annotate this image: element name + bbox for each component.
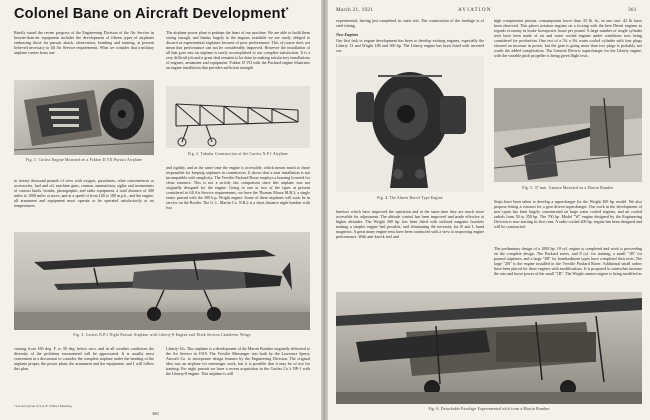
running-title: AVIATION [458,7,492,13]
right-col1-para2: Our first task in engine development has been to develop existing engines, especially the Liberty 12 and Wright 180 and 300 hp. The Liberty engine has been fitted with inverted car- [336,38,484,54]
right-col1-para1: experimental, having just completed its static test. The construction of the fuselage is of steel tubing. [336,18,484,29]
left-page [0,0,322,420]
right-col2-para1: high compression pistons, consumptions lower than .55 lb. hr., in one case .42 lb. have been observed. This places aviation engines on a footing with the best Diesel engines as regards economy in brake horsepower hours per pound. A large number of single cylinder tests have been made of air and water cooled engines under conditions now being considered for production. One test of a 5¾ x 6¾ water cooled cylinder with four plugs showed an increase in power, but the gain is going more than two plugs is probably not worth the added complication. The General Electric supercharger for the Liberty engine, with the variable pitch propeller is being given flight tests. [494,18,642,59]
fig6-photo-detachable-fuselage [336,292,642,404]
fig2-caption: Fig. 2. Tubular Construction of the Curtiss N.P.1 Airplane [188,152,288,156]
running-date: March 21, 1921 [336,7,374,13]
footnote: *Lecture given at S.A.E. Winter Meeting [14,404,72,408]
fig4-photo-almen-engine [336,56,484,192]
left-folio: 360 [152,411,159,416]
fig1-photo-fokker-engine [14,80,154,155]
fig6-caption: Fig. 6. Detachable Fuselage Experimented with from a Martin Bomber [428,407,550,411]
page-title: Colonel Bane on Aircraft Development* [14,6,289,22]
right-col2-para2: Steps have been taken to develop a supercharger for the Wright 300 hp. model. We also propose letting a contract for a gear driven supercharger. Our work in the development of new types has been largely concentrated on large water cooled engines, and air cooled radials from 50 to 350 hp. The 700 hp. Model "W" engine designed by the Engineering Division is now starting its first runs. A radio-cooled 400 hp. engine has been designed and will be constructed. [494,199,642,230]
left-col1-para1: Briefly stated the recent progress of the Engineering Division of the Air Service in heavier-than-air equipment includes the development of fifteen types of airplanes embracing those for pursuit attack, observation, bombing and training, at present believed necessary to fill Air Service requirements. What we consider that a military airplane carries from one [14,30,154,56]
right-page [328,0,650,420]
left-col2-para1: The airplane power plant is perhaps the heart of our machine. We are able to build them strong enough, and thanks largely to the engines available we are rarely obliged to discard as experimental airplanes because of poor performance. This of course does not mean that performance can not be considerably improved. However the installation of all that goes into an airplane is rarely accomplished to our complete satisfaction. It is a very difficult job and a great deal remains to be done in making satisfactory installations of engines, armament and equipment. Fokker D VII with the Packard engine illustrates an engine installation that provides sufficient strength [166,30,310,71]
right-col2-para3: The preliminary design of a 1000 hp. 18 cyl. engine is completed and work is proceeding on the complete design. The Packard series, and 8 cyl. for training, a small "1B" for parasol airplanes, and a large "2B" for bombardment types have completed their tests. The large "2B" is the engine installed in the Verville Packard Racer. Additional small orders have been placed for these engines with modifications. It is proposed to somewhat increase the size and horse power of the small "1B". The Wright cannon engine is being modified as [494,246,642,277]
fig3-caption: Fig. 3. Curtiss N.P.1 Night Pursuit Airplane with Liberty-8 Engine and Thick Section Cantilever Wings [73,333,251,337]
left-col2-para2: and rigidity, and at the same time the engine is accessible, which means much to those responsible for keeping airplanes in commission. It shows that a neat installation is not incompatible with simplicity. The Vervilie Packard Racer employs a housing lowered for clean entrance. This is not a strictly fair comparison since this airplane was not originally designed for the engine. Going to one or two of the types at present considered to fill Air Service requirements, we have the Thomas Morse M.B.3, a single seater pursuit with the 300 h.p. Wright engine. Some of these airplanes will soon be in service on the Border. The G. L. Martin Co. N.B.2 is a short distance night bomber with two [166,165,310,211]
fig1-caption: Fig. 1. Curtiss Engine Mounted on a Fokker D.VII Pursuit Airplane [26,158,142,162]
fig2-photo-tubular-frame [166,86,310,148]
section-heading-new-engines: New Engines [336,32,359,37]
fig5-photo-cannon-bomber [494,88,642,182]
left-col1-para2: to twenty thousand pounds of crew with oxygen, parachutes, other conveniences or accessories, fuel and oil, machine guns, cannon, ammunition, sights and instruments of various kinds, bombs, photographic and radio equipment, a total distance of 300 miles to 1000 miles or more, and at a speed of from 100 to 180 m.p.h., and the engine, all armament and equipment must operate or be operated satisfactorily at air temperatures [14,178,154,209]
left-col2-para3: Liberty-12s. This airplane is a development of the Martin Bomber originally delivered to the Air Service in 1919. The Vervilie Messenger was built by the Lawrence Sperry Aircraft Co. to incorporate design features by the Engineering Division. The original idea was an airplane for messenger work, but it is possible that it may be of use for training. For night pursuit we have a recent acquisition in the Curtiss Co.'s NP-1 with the Liberty-8 engine. This airplane is still [166,346,310,377]
right-folio-top: 361 [628,7,637,13]
fig3-photo-curtiss-np1 [14,232,310,330]
title-footnote-mark: * [285,7,289,15]
fig4-caption: Fig. 4. The Almen Barrel Type Engine [377,196,443,200]
fig5-caption: Fig. 5. 37 mm. Cannon Mounted on a Martin Bomber [522,186,614,190]
left-col1-para3: varying from 160 deg. F. to 50 deg. below zero, and in all weather conditions the diversity of the problems encountered will be appreciated. It is usually most convenient in a discussion to consider the complete airplane under the heading of the airplane proper, the power plant, the armament and the equipment, and I will follow this plan. [14,346,154,372]
right-col1-para3: buretors which have improved the operation and at the same time they are much more accessible for adjustment. The altitude control has been improved and made effective at higher altitudes. The Wright 300 hp. has been fitted with inclined magneto brackets making a simpler engine bed possible, and eliminating the necessity for R and L hand magnetos. A great many engine tests have been conducted with a view to improving engine performance. With anti-knock fuel and [336,209,484,240]
